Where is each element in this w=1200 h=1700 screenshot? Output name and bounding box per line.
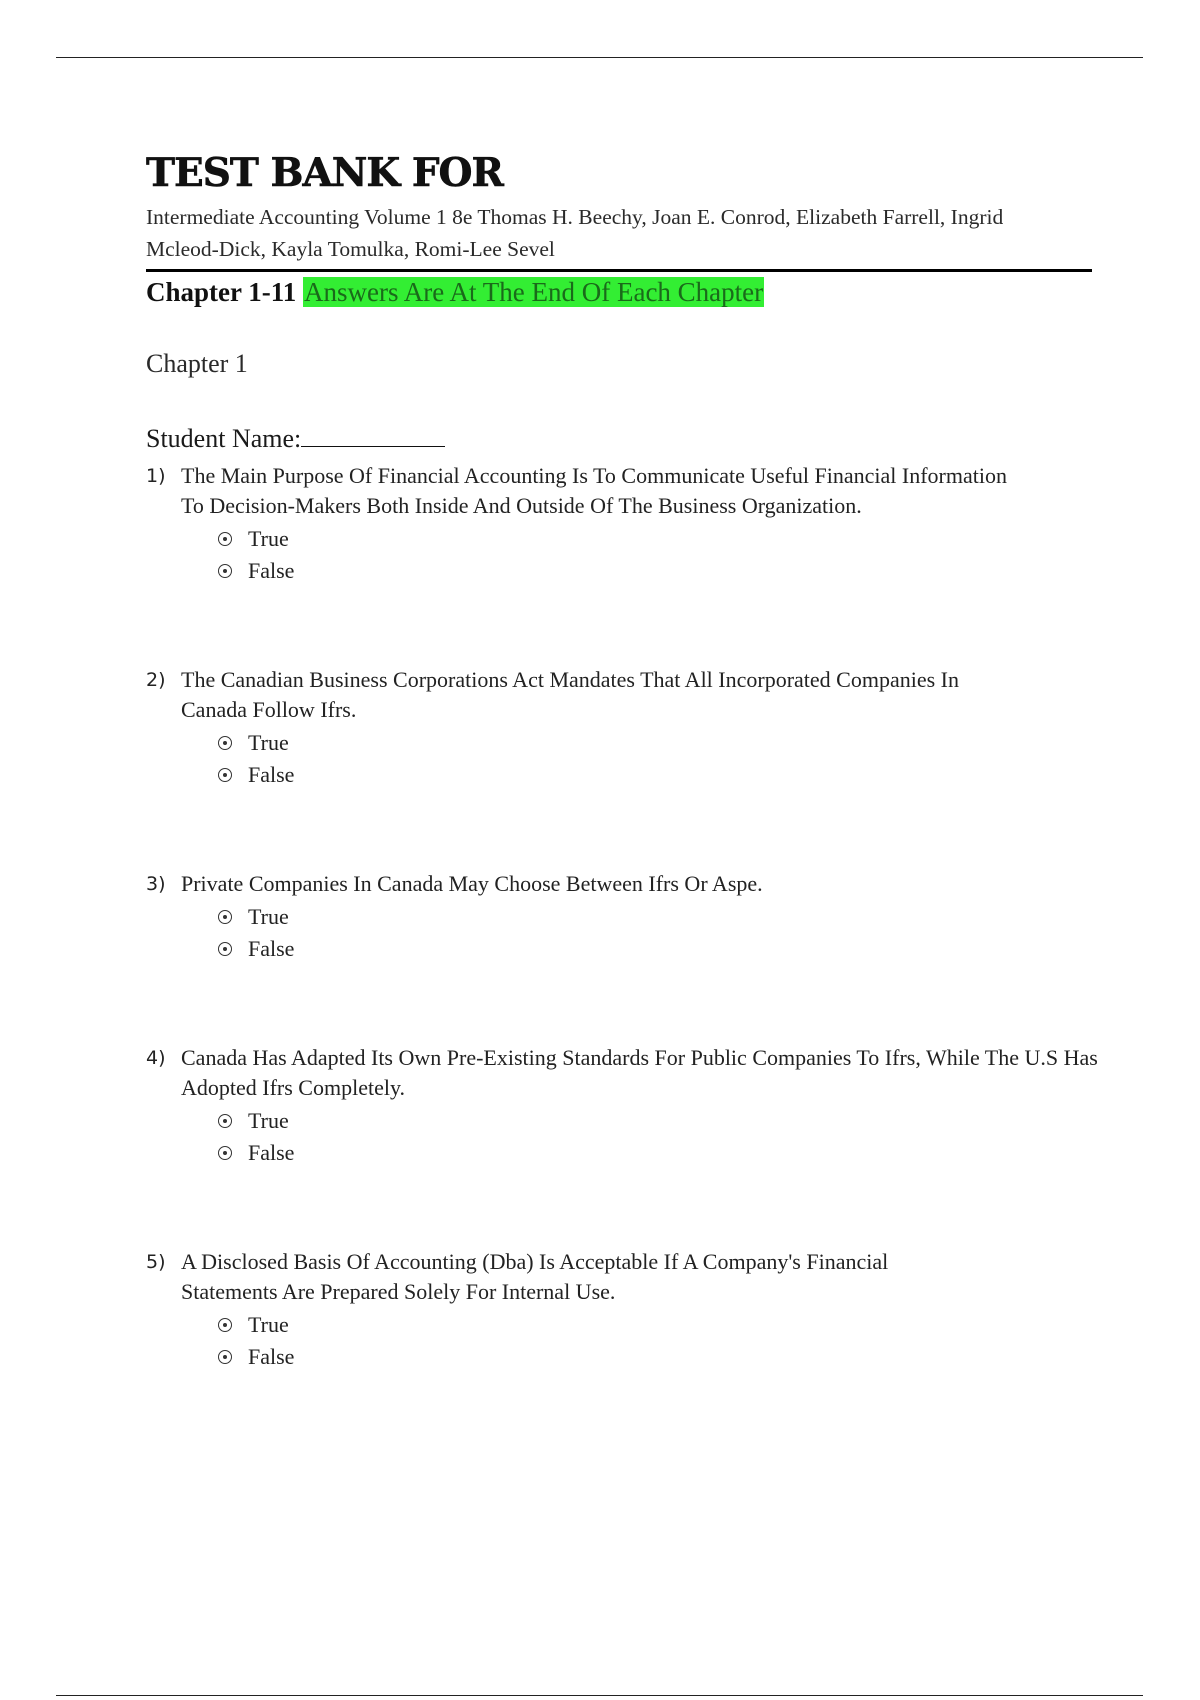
question-number: 2) [146, 668, 166, 691]
chapter-range: Chapter 1-11 [146, 276, 297, 307]
answer-options [218, 1309, 1106, 1373]
option-true[interactable] [218, 901, 1106, 933]
question-text: Private Companies In Canada May Choose Between Ifrs Or Aspe. [181, 870, 763, 896]
question-2 [146, 665, 1106, 791]
radio-button-icon[interactable] [218, 768, 232, 782]
option-true[interactable] [218, 1309, 1106, 1341]
answer-options [218, 901, 1106, 965]
question-number: 5) [146, 1250, 166, 1273]
radio-button-icon[interactable] [218, 1146, 232, 1160]
student-name-row [146, 422, 1106, 455]
option-label: True [248, 903, 289, 929]
radio-button-icon[interactable] [218, 1350, 232, 1364]
radio-button-icon[interactable] [218, 942, 232, 956]
chapter-range-line [146, 276, 1106, 308]
option-true[interactable] [218, 1105, 1106, 1137]
answer-options [218, 1105, 1106, 1169]
heading-divider [146, 269, 1092, 272]
option-false[interactable] [218, 933, 1106, 965]
student-name-label: Student Name: [146, 423, 302, 453]
option-label: False [248, 1343, 295, 1369]
question-number: 4) [146, 1046, 166, 1069]
question-number: 3) [146, 872, 166, 895]
question-text: Canada Has Adapted Its Own Pre-Existing Standards For Public Companies To Ifrs, While The U.S Has Adopted Ifrs Completely. [181, 1044, 1098, 1100]
answers-note-highlight: Answers Are At The End Of Each Chapter [304, 276, 764, 307]
document-title: TEST BANK FOR [146, 150, 503, 196]
option-false[interactable] [218, 1341, 1106, 1373]
option-label: False [248, 557, 295, 583]
radio-button-icon[interactable] [218, 1318, 232, 1332]
option-true[interactable] [218, 727, 1106, 759]
answer-options [218, 727, 1106, 791]
question-text: The Main Purpose Of Financial Accounting Is To Communicate Useful Financial Information To Decision-Makers Both Inside And Outside Of The Business Organization. [181, 462, 1007, 518]
answer-options [218, 523, 1106, 587]
option-label: True [248, 1107, 289, 1133]
document-page [146, 150, 1106, 1373]
radio-button-icon[interactable] [218, 564, 232, 578]
question-text: A Disclosed Basis Of Accounting (Dba) Is Acceptable If A Company's Financial Statements Are Prepared Solely For Internal Use. [181, 1248, 889, 1304]
bottom-page-rule [56, 1695, 1143, 1696]
chapter-heading: Chapter 1 [146, 348, 248, 378]
option-label: False [248, 1139, 295, 1165]
radio-button-icon[interactable] [218, 1114, 232, 1128]
question-1 [146, 461, 1106, 587]
student-name-field[interactable] [301, 422, 445, 447]
question-number: 1) [146, 464, 166, 487]
top-page-rule [56, 57, 1143, 58]
option-label: False [248, 761, 295, 787]
book-subtitle: Intermediate Accounting Volume 1 8e Thomas H. Beechy, Joan E. Conrod, Elizabeth Farrell, Ingrid Mcleod-Dick, Kayla Tomulka, Romi-Lee Sevel [146, 204, 1004, 261]
option-false[interactable] [218, 759, 1106, 791]
option-label: True [248, 525, 289, 551]
option-label: True [248, 1311, 289, 1337]
option-false[interactable] [218, 555, 1106, 587]
radio-button-icon[interactable] [218, 532, 232, 546]
option-false[interactable] [218, 1137, 1106, 1169]
question-3 [146, 869, 1106, 965]
radio-button-icon[interactable] [218, 736, 232, 750]
radio-button-icon[interactable] [218, 910, 232, 924]
option-true[interactable] [218, 523, 1106, 555]
option-label: False [248, 935, 295, 961]
question-text: The Canadian Business Corporations Act Mandates That All Incorporated Companies In Canada Follow Ifrs. [181, 666, 959, 722]
question-4 [146, 1043, 1106, 1169]
option-label: True [248, 729, 289, 755]
question-5 [146, 1247, 1106, 1373]
